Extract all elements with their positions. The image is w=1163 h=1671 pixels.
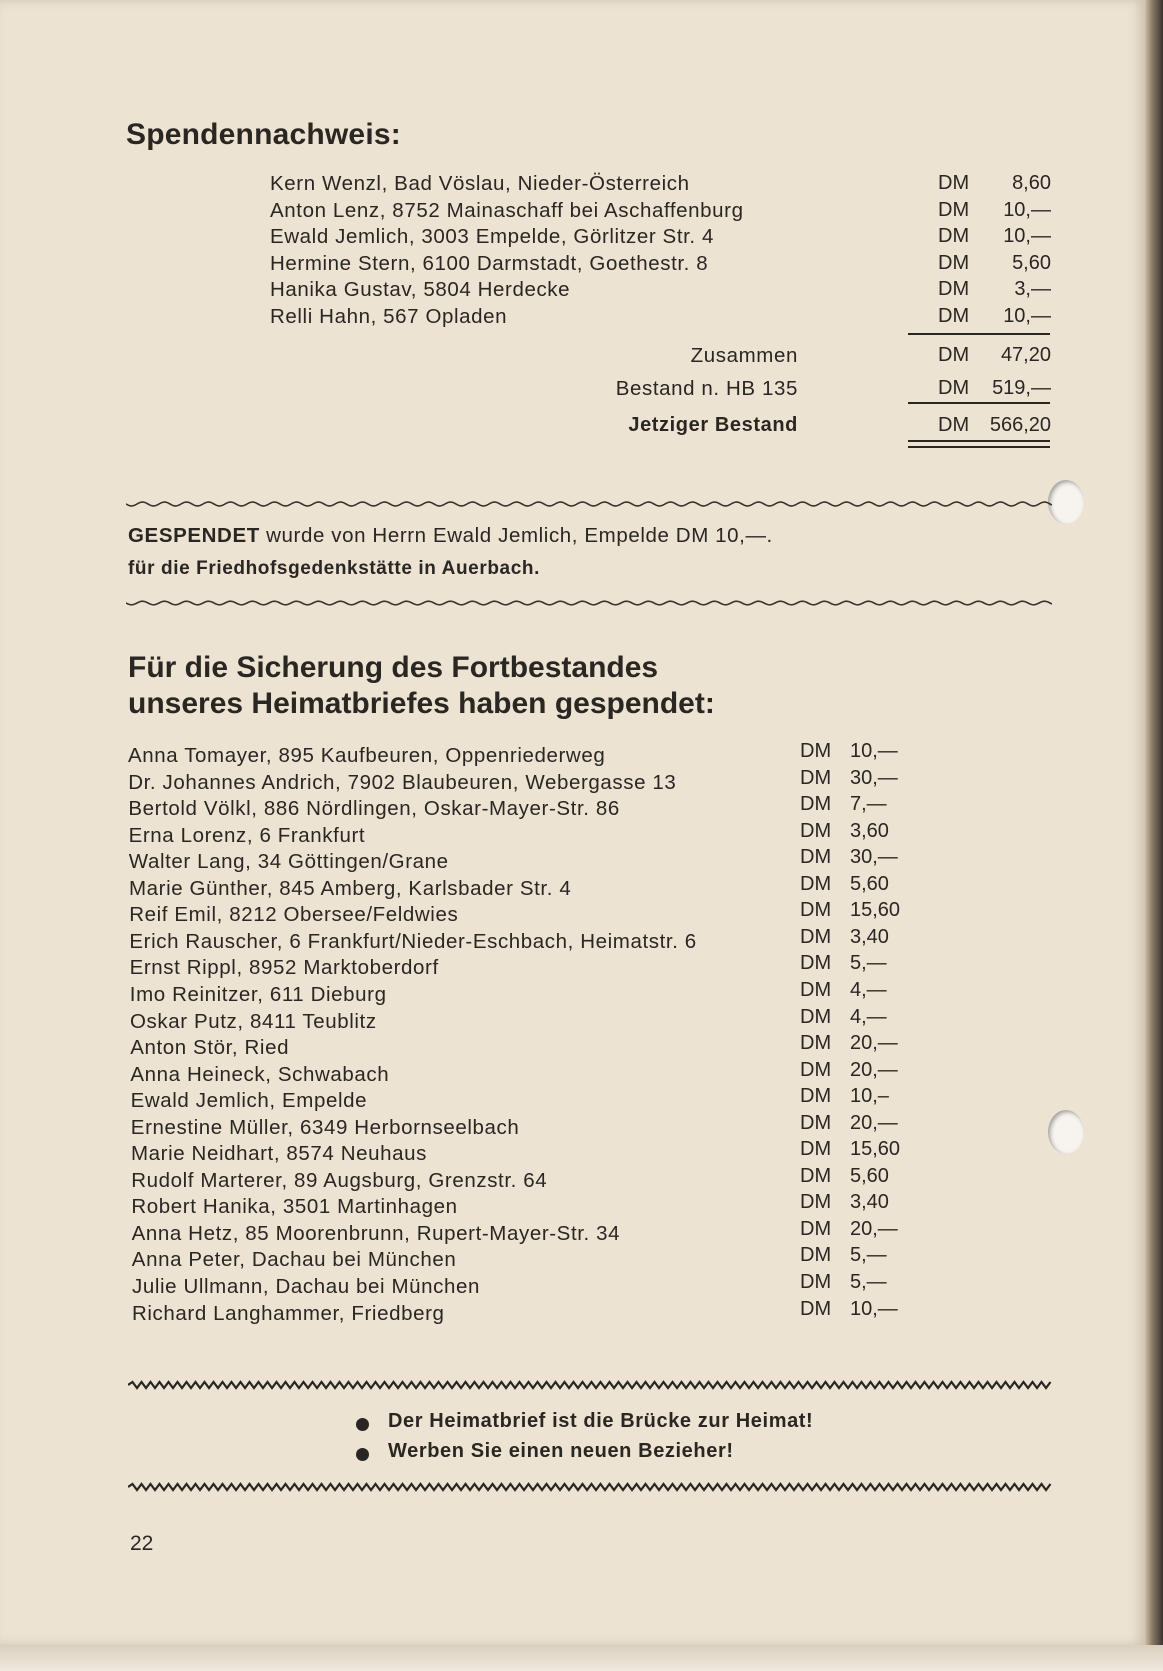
notice-keyword: GESPENDET: [128, 524, 260, 547]
donation-amount: 10,—: [1003, 198, 1051, 221]
currency-label: DM: [938, 278, 970, 300]
donation-amount: 5,—: [850, 1271, 887, 1293]
donation-amount: 5,60: [850, 1164, 889, 1187]
currency-label: DM: [800, 1005, 832, 1028]
totals-double-rule-a: [908, 440, 1050, 442]
zigzag-divider-bottom: [128, 1480, 1054, 1494]
donor-name: Anton Stör, Ried: [130, 1036, 290, 1060]
donor-name: Hanika Gustav, 5804 Herdecke: [270, 278, 571, 301]
currency-label: DM: [800, 1191, 832, 1214]
donor-name: Ernst Rippl, 8952 Marktoberdorf: [129, 956, 439, 980]
donor-name: Anna Tomayer, 895 Kaufbeuren, Oppenriederweg: [128, 744, 606, 767]
currency-label: DM: [938, 377, 970, 399]
donation-amount: 3,40: [850, 925, 889, 948]
donor-name: Erich Rauscher, 6 Frankfurt/Nieder-Eschbach, Heimatstr. 6: [129, 929, 697, 953]
donation-amount: 20,—: [850, 1058, 898, 1081]
donation-amount: 5,—: [850, 1244, 887, 1267]
punch-hole-top: [1048, 480, 1084, 524]
donation-amount: 5,60: [1012, 251, 1051, 274]
donation-amount: 10,–: [850, 1085, 889, 1108]
notice-line-2: für die Friedhofsgedenkstätte in Auerbach.: [128, 558, 540, 579]
currency-label: DM: [938, 251, 970, 274]
donation-amount: 30,—: [850, 846, 898, 869]
slogan-1: Der Heimatbrief ist die Brücke zur Heimat!: [388, 1410, 814, 1432]
total-label: Zusammen: [690, 344, 798, 367]
donation-amount: 20,—: [850, 1111, 898, 1134]
currency-label: DM: [938, 304, 970, 327]
totals-rule-1: [908, 333, 1050, 335]
donation-amount: 5,—: [850, 952, 887, 975]
currency-label: DM: [800, 899, 832, 922]
donor-name: Julie Ullmann, Dachau bei München: [132, 1275, 480, 1298]
currency-label: DM: [800, 1244, 832, 1267]
donor-name: Erna Lorenz, 6 Frankfurt: [128, 823, 366, 847]
donor-name: Marie Neidhart, 8574 Neuhaus: [131, 1142, 427, 1166]
currency-label: DM: [800, 1085, 832, 1108]
currency-label: DM: [938, 172, 970, 194]
total-label: Jetziger Bestand: [628, 414, 798, 436]
donation-amount: 15,60: [850, 1138, 901, 1161]
total-amount: 566,20: [989, 414, 1051, 436]
currency-label: DM: [800, 740, 832, 762]
donor-name: Walter Lang, 34 Göttingen/Grane: [128, 850, 449, 874]
donor-name: Marie Günther, 845 Amberg, Karlsbader Str. 4: [129, 876, 572, 900]
donor-name: Imo Reinitzer, 611 Dieburg: [129, 982, 387, 1006]
currency-label: DM: [800, 1217, 832, 1240]
currency-label: DM: [800, 1164, 832, 1187]
donor-name: Rudolf Marterer, 89 Augsburg, Grenzstr. 64: [131, 1168, 548, 1192]
donation-amount: 3,—: [1014, 278, 1051, 300]
donor-name: Ewald Jemlich, 3003 Empelde, Görlitzer Str. 4: [270, 225, 715, 248]
page-edge: [1145, 0, 1163, 1671]
currency-label: DM: [800, 1032, 832, 1055]
punch-hole-bottom: [1048, 1110, 1084, 1154]
total-label: Bestand n. HB 135: [615, 377, 798, 400]
zigzag-divider-top: [128, 1378, 1054, 1392]
currency-label: DM: [938, 225, 970, 247]
currency-label: DM: [800, 846, 832, 869]
currency-label: DM: [800, 1058, 832, 1081]
currency-label: DM: [800, 978, 832, 1001]
donation-amount: 5,60: [850, 872, 889, 895]
donor-name: Kern Wenzl, Bad Vöslau, Nieder-Österreich: [270, 172, 690, 195]
currency-label: DM: [800, 819, 832, 842]
donation-amount: 7,—: [850, 793, 887, 816]
section-title-line-1: Für die Sicherung des Fortbestandes: [128, 651, 659, 684]
donor-name: Ernestine Müller, 6349 Herbornseelbach: [130, 1115, 520, 1139]
currency-label: DM: [800, 1271, 832, 1293]
currency-label: DM: [800, 1138, 832, 1161]
total-amount: 47,20: [1000, 344, 1051, 366]
page-number: 22: [130, 1532, 154, 1555]
currency-label: DM: [938, 198, 970, 221]
currency-label: DM: [800, 1297, 832, 1320]
donation-amount: 15,60: [850, 899, 901, 922]
currency-label: DM: [800, 872, 832, 895]
currency-label: DM: [800, 952, 832, 975]
donor-name: Ewald Jemlich, Empelde: [130, 1089, 368, 1113]
totals-rule-2: [908, 402, 1050, 404]
currency-label: DM: [800, 925, 832, 948]
slogan-2: Werben Sie einen neuen Bezieher!: [388, 1440, 734, 1462]
donor-name: Robert Hanika, 3501 Martinhagen: [131, 1195, 458, 1219]
donor-name: Reif Emil, 8212 Obersee/Feldwies: [129, 903, 459, 927]
wavy-divider-1: [126, 496, 1052, 512]
currency-label: DM: [800, 766, 832, 789]
currency-label: DM: [938, 414, 970, 436]
notice-line-1: [128, 524, 773, 548]
donation-amount: 10,—: [850, 1297, 898, 1320]
donor-name: Bertold Völkl, 886 Nördlingen, Oskar-Mayer-Str. 86: [128, 797, 620, 821]
donor-name: Dr. Johannes Andrich, 7902 Blaubeuren, Webergasse 13: [128, 770, 677, 794]
donation-amount: 4,—: [850, 978, 887, 1001]
donation-amount: 3,40: [850, 1191, 889, 1214]
donor-name: Relli Hahn, 567 Opladen: [270, 304, 508, 328]
bullet-icon: [356, 1448, 369, 1461]
donation-amount: 20,—: [850, 1217, 898, 1240]
section-title-line-2: unseres Heimatbriefes haben gespendet:: [128, 687, 715, 720]
currency-label: DM: [800, 1111, 832, 1134]
bottom-strip: [0, 1645, 1163, 1671]
donor-name: Hermine Stern, 6100 Darmstadt, Goethestr. 8: [270, 251, 709, 275]
currency-label: DM: [938, 344, 970, 366]
donor-name: Anna Peter, Dachau bei München: [131, 1248, 457, 1272]
donation-amount: 4,—: [850, 1005, 887, 1028]
donation-amount: 30,—: [850, 766, 898, 789]
wavy-divider-2: [126, 596, 1052, 610]
total-amount: 519,—: [992, 377, 1051, 399]
donation-amount: 8,60: [1012, 172, 1051, 194]
donor-name: Anna Hetz, 85 Moorenbrunn, Rupert-Mayer-Str. 34: [131, 1221, 621, 1245]
donation-amount: 3,60: [850, 819, 889, 842]
donation-amount: 10,—: [850, 740, 898, 762]
section-title-spendennachweis: Spendennachweis:: [126, 118, 401, 151]
donation-amount: 10,—: [1003, 225, 1051, 247]
donor-name: Anna Heineck, Schwabach: [130, 1062, 390, 1086]
donation-amount: 10,—: [1003, 304, 1051, 327]
totals-double-rule-b: [908, 446, 1050, 448]
donation-amount: 20,—: [850, 1032, 898, 1055]
section-title-fortbestand: [128, 650, 715, 722]
currency-label: DM: [800, 793, 832, 816]
donor-name: Oskar Putz, 8411 Teublitz: [130, 1009, 377, 1033]
donor-name: Richard Langhammer, Friedberg: [132, 1301, 445, 1325]
notice-text: wurde von Herrn Ewald Jemlich, Empelde DM 10,—.: [259, 524, 773, 547]
bullet-icon: [356, 1418, 369, 1431]
donor-name: Anton Lenz, 8752 Mainaschaff bei Aschaffenburg: [270, 198, 744, 222]
